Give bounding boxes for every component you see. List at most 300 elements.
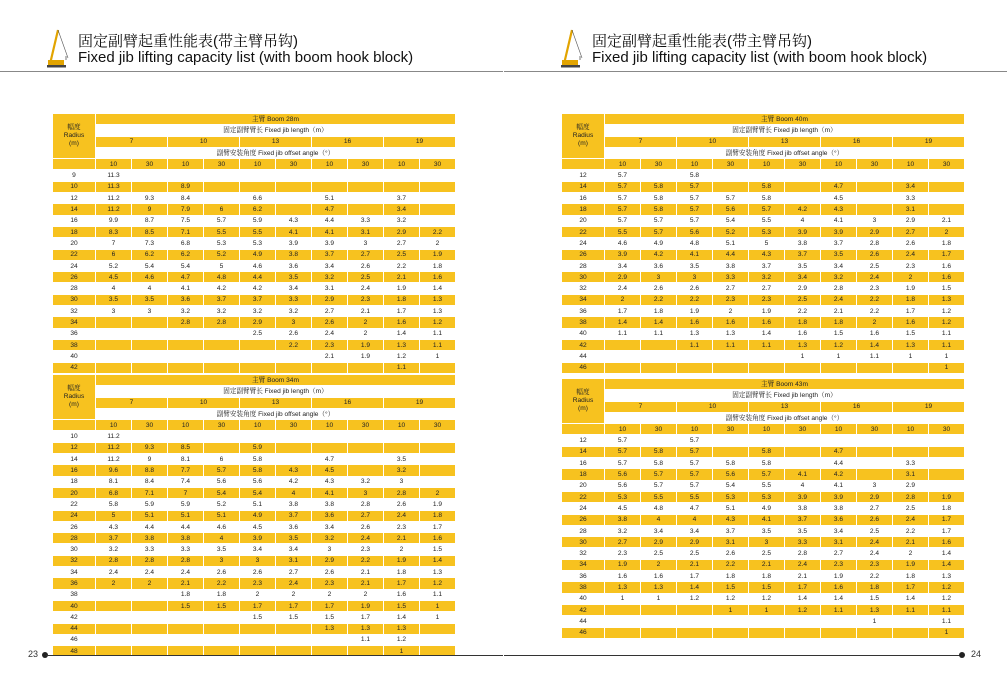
capacity-cell: 5.8: [641, 204, 677, 215]
capacity-cell: 1.8: [641, 306, 677, 317]
capacity-cell: [641, 616, 677, 627]
capacity-cell: 3.2: [605, 525, 641, 536]
capacity-cell: 2.5: [857, 260, 893, 271]
capacity-cell: 1.1: [929, 604, 965, 615]
capacity-cell: 3.7: [384, 193, 420, 204]
table-row: [53, 465, 456, 476]
capacity-cell: 1.1: [641, 328, 677, 339]
offset-angle-label: 副臂安装角度 Fixed jib offset angle（°）: [605, 412, 965, 423]
table-row: [53, 476, 456, 487]
jib-length-values-row: [562, 401, 965, 412]
capacity-cell: [96, 328, 132, 339]
table-row: [53, 306, 456, 317]
capacity-cell: 2.9: [240, 317, 276, 328]
offset-angle-value: 10: [384, 159, 420, 170]
capacity-cell: 2.3: [348, 544, 384, 555]
table-row: [562, 249, 965, 260]
capacity-cell: 1.2: [713, 593, 749, 604]
capacity-cell: 3.7: [749, 260, 785, 271]
capacity-cell: 2.4: [384, 510, 420, 521]
capacity-cell: 2.3: [348, 294, 384, 305]
capacity-cell: 4.7: [677, 503, 713, 514]
capacity-cell: 3: [857, 480, 893, 491]
capacity-cell: 3: [204, 555, 240, 566]
capacity-cell: 5.7: [641, 215, 677, 226]
capacity-cell: 1.3: [312, 623, 348, 634]
capacity-cell: 9: [132, 454, 168, 465]
capacity-cell: 3.9: [821, 226, 857, 237]
capacity-cell: 2.3: [857, 559, 893, 570]
capacity-cell: 3.8: [785, 238, 821, 249]
capacity-cell: [204, 339, 240, 350]
capacity-cell: 4.1: [312, 226, 348, 237]
table-row: [562, 215, 965, 226]
capacity-cell: 4.1: [749, 514, 785, 525]
capacity-cell: [240, 170, 276, 181]
table-row: [53, 283, 456, 294]
capacity-cell: 3: [677, 272, 713, 283]
radius-cell: 24: [53, 260, 96, 271]
capacity-cell: 2.9: [605, 272, 641, 283]
capacity-cell: 3.8: [276, 499, 312, 510]
capacity-cell: 2: [312, 589, 348, 600]
radius-cell: 26: [562, 249, 605, 260]
capacity-cell: 2: [893, 548, 929, 559]
capacity-cell: 3.7: [821, 238, 857, 249]
capacity-cell: 1.7: [276, 600, 312, 611]
capacity-cell: 1.6: [641, 571, 677, 582]
capacity-cell: [857, 170, 893, 181]
radius-cell: 42: [562, 339, 605, 350]
capacity-cell: 5.6: [240, 476, 276, 487]
capacity-cell: [605, 604, 641, 615]
capacity-cell: 3.4: [276, 283, 312, 294]
capacity-cell: 11.2: [96, 204, 132, 215]
capacity-cell: 3.3: [713, 272, 749, 283]
boom-header-row: [562, 114, 965, 125]
capacity-cell: 5.9: [132, 499, 168, 510]
capacity-cell: 3.8: [276, 249, 312, 260]
radius-cell: 48: [53, 646, 96, 657]
capacity-cell: 2: [420, 487, 456, 498]
capacity-cell: [713, 181, 749, 192]
capacity-cell: 1.1: [929, 328, 965, 339]
radius-cell: 30: [562, 537, 605, 548]
radius-cell: 36: [562, 571, 605, 582]
radius-cell: 16: [562, 458, 605, 469]
footer-dot: [959, 652, 965, 658]
capacity-cell: 5.1: [713, 238, 749, 249]
capacity-cell: 1.2: [420, 578, 456, 589]
capacity-cell: 2.5: [641, 548, 677, 559]
capacity-cell: 4.1: [312, 487, 348, 498]
capacity-cell: 2: [348, 317, 384, 328]
capacity-cell: 5.5: [240, 226, 276, 237]
capacity-cell: 2: [240, 589, 276, 600]
capacity-cell: 2.9: [857, 226, 893, 237]
table-row: [53, 249, 456, 260]
capacity-cell: 5.8: [641, 458, 677, 469]
capacity-cell: [641, 604, 677, 615]
capacity-cell: 1.6: [821, 582, 857, 593]
offset-angle-label: 副臂安装角度 Fixed jib offset angle（°）: [605, 147, 965, 158]
capacity-cell: 3.7: [204, 294, 240, 305]
capacity-cell: 6.8: [96, 487, 132, 498]
capacity-cell: 2.4: [821, 294, 857, 305]
capacity-cell: 5: [204, 260, 240, 271]
capacity-cell: 1.8: [893, 571, 929, 582]
capacity-cell: 2.8: [168, 555, 204, 566]
capacity-cell: 4.6: [204, 521, 240, 532]
radius-cell: 12: [562, 170, 605, 181]
capacity-cell: 3.2: [749, 272, 785, 283]
capacity-cell: 1.5: [893, 328, 929, 339]
jib-length-row: [562, 125, 965, 136]
jib-length-value: 16: [312, 136, 384, 147]
capacity-cell: 1.4: [749, 328, 785, 339]
capacity-cell: [420, 476, 456, 487]
capacity-cell: [821, 435, 857, 446]
capacity-cell: 1.7: [384, 306, 420, 317]
radius-cell: 10: [53, 431, 96, 442]
capacity-cell: [132, 181, 168, 192]
table-row: [562, 571, 965, 582]
capacity-cell: 2: [929, 226, 965, 237]
title-chinese: 固定副臂起重性能表(带主臂吊钩): [78, 33, 298, 50]
offset-angle-value: 10: [240, 420, 276, 431]
radius-cell: 42: [562, 604, 605, 615]
radius-cell: 40: [562, 593, 605, 604]
capacity-cell: 1.9: [677, 306, 713, 317]
offset-angle-value: 10: [384, 420, 420, 431]
capacity-cell: 5.7: [641, 480, 677, 491]
offset-angle-value: 10: [96, 159, 132, 170]
capacity-cell: 4: [204, 533, 240, 544]
capacity-cell: 4.6: [605, 238, 641, 249]
capacity-cell: 1.6: [677, 317, 713, 328]
capacity-cell: [605, 616, 641, 627]
radius-cell: 30: [562, 272, 605, 283]
capacity-cell: 3.8: [713, 260, 749, 271]
capacity-cell: 5.4: [168, 260, 204, 271]
capacity-cell: [240, 351, 276, 362]
capacity-cell: 2: [713, 306, 749, 317]
capacity-cell: [420, 362, 456, 373]
offset-angle-value: 10: [821, 424, 857, 435]
capacity-cell: 2.4: [348, 533, 384, 544]
capacity-cell: [240, 623, 276, 634]
capacity-cell: 3.9: [276, 238, 312, 249]
radius-cell: 14: [562, 181, 605, 192]
capacity-cell: [348, 454, 384, 465]
offset-angle-value: 10: [168, 159, 204, 170]
table-row: [562, 458, 965, 469]
capacity-cell: 1.4: [821, 593, 857, 604]
capacity-cell: 3.7: [785, 249, 821, 260]
radius-cell: 38: [53, 589, 96, 600]
capacity-cell: 5.8: [96, 499, 132, 510]
capacity-cell: 8.3: [96, 226, 132, 237]
capacity-cell: [929, 204, 965, 215]
capacity-cell: 1.1: [749, 339, 785, 350]
header-rule: [504, 71, 1007, 72]
capacity-cell: [240, 634, 276, 645]
capacity-cell: [713, 362, 749, 373]
capacity-cell: [420, 431, 456, 442]
table-row: [53, 521, 456, 532]
radius-cell: 30: [53, 544, 96, 555]
capacity-cell: 4.7: [821, 446, 857, 457]
capacity-cell: 5.7: [749, 204, 785, 215]
capacity-cell: 1.2: [420, 317, 456, 328]
capacity-cell: [677, 627, 713, 638]
capacity-cell: 1.1: [384, 362, 420, 373]
boom-length-label: 主臂 Boom 28m: [96, 114, 456, 125]
capacity-cell: 1.9: [348, 351, 384, 362]
capacity-cell: 1: [749, 604, 785, 615]
capacity-cell: 5.8: [641, 446, 677, 457]
table-row: [562, 593, 965, 604]
table-row: [562, 582, 965, 593]
table-row: [53, 181, 456, 192]
capacity-cell: 2.2: [857, 294, 893, 305]
capacity-cell: 7.1: [168, 226, 204, 237]
capacity-cell: 2.5: [348, 272, 384, 283]
capacity-cell: [276, 454, 312, 465]
capacity-cell: 5.7: [749, 469, 785, 480]
radius-cell: 38: [53, 339, 96, 350]
capacity-cell: 2.6: [713, 548, 749, 559]
capacity-cell: [420, 623, 456, 634]
capacity-cell: [893, 446, 929, 457]
table-row: [53, 454, 456, 465]
radius-header: [53, 375, 96, 420]
radius-cell: 12: [53, 442, 96, 453]
table-row: [53, 612, 456, 623]
capacity-cell: 7.3: [132, 238, 168, 249]
capacity-cell: 5.5: [749, 215, 785, 226]
capacity-cell: 4: [785, 480, 821, 491]
capacity-cell: 1.5: [857, 593, 893, 604]
capacity-cell: 1.4: [420, 283, 456, 294]
capacity-cell: 1: [641, 593, 677, 604]
capacity-cell: 4.6: [240, 260, 276, 271]
capacity-cell: 11.2: [96, 193, 132, 204]
capacity-cell: 1.8: [168, 589, 204, 600]
capacity-cell: [132, 600, 168, 611]
capacity-cell: [168, 431, 204, 442]
radius-cell: 40: [53, 351, 96, 362]
capacity-cell: 3.5: [785, 260, 821, 271]
jib-length-value: 16: [312, 397, 384, 408]
offset-angle-value: 30: [204, 159, 240, 170]
jib-length-value: 7: [96, 136, 168, 147]
capacity-cell: 2.8: [132, 555, 168, 566]
capacity-cell: [132, 328, 168, 339]
capacity-cell: [384, 431, 420, 442]
capacity-cell: [821, 616, 857, 627]
capacity-cell: 1.7: [893, 306, 929, 317]
capacity-cell: 7: [168, 487, 204, 498]
capacity-cell: 4.8: [204, 272, 240, 283]
capacity-cell: [384, 442, 420, 453]
capacity-cell: [929, 435, 965, 446]
capacity-cell: 2.8: [168, 317, 204, 328]
capacity-cell: 5.9: [240, 442, 276, 453]
capacity-cell: 2: [132, 578, 168, 589]
offset-angle-value: 30: [713, 159, 749, 170]
capacity-cell: 4.4: [168, 521, 204, 532]
capacity-cell: 5.7: [605, 215, 641, 226]
capacity-cell: 5.3: [240, 238, 276, 249]
capacity-cell: 6: [96, 249, 132, 260]
capacity-cell: 1: [420, 612, 456, 623]
capacity-cell: 3.4: [384, 204, 420, 215]
table-row: [562, 328, 965, 339]
capacity-cell: 1.9: [384, 555, 420, 566]
table-row: [53, 623, 456, 634]
capacity-cell: 9.3: [132, 442, 168, 453]
capacity-cell: 1.8: [420, 260, 456, 271]
capacity-cell: 2.2: [276, 339, 312, 350]
capacity-cell: 2.2: [641, 294, 677, 305]
capacity-cell: 2.7: [312, 306, 348, 317]
capacity-cell: [785, 362, 821, 373]
capacity-cell: 2.8: [348, 499, 384, 510]
table-row: [562, 491, 965, 502]
offset-angle-row: [562, 412, 965, 423]
capacity-cell: 1.5: [384, 600, 420, 611]
capacity-cell: 4: [96, 283, 132, 294]
capacity-cell: 2.2: [677, 294, 713, 305]
offset-angle-value: 30: [929, 159, 965, 170]
radius-cn: 幅度: [576, 124, 590, 132]
table-row: [53, 226, 456, 237]
radius-cell: 28: [562, 260, 605, 271]
capacity-cell: 3.3: [132, 544, 168, 555]
capacity-cell: 5.8: [677, 170, 713, 181]
capacity-cell: 1.6: [929, 272, 965, 283]
capacity-cell: 4.1: [168, 283, 204, 294]
radius-cell: 34: [562, 559, 605, 570]
capacity-cell: 5.2: [204, 249, 240, 260]
capacity-cell: 2.6: [276, 328, 312, 339]
radius-cell: 20: [53, 238, 96, 249]
capacity-cell: 4.7: [312, 204, 348, 215]
capacity-cell: 3.9: [785, 226, 821, 237]
offset-angle-value: 10: [312, 420, 348, 431]
capacity-cell: [605, 627, 641, 638]
radius-cell: 44: [562, 351, 605, 362]
capacity-cell: [420, 465, 456, 476]
capacity-cell: 1: [929, 627, 965, 638]
table-row: [562, 503, 965, 514]
capacity-cell: 4.2: [276, 476, 312, 487]
offset-angle-value: 10: [677, 159, 713, 170]
capacity-cell: 4.5: [605, 503, 641, 514]
capacity-cell: 5.4: [132, 260, 168, 271]
capacity-cell: 6.2: [168, 249, 204, 260]
capacity-cell: [420, 170, 456, 181]
capacity-cell: 1.2: [929, 317, 965, 328]
capacity-cell: 1.7: [312, 600, 348, 611]
capacity-cell: [204, 362, 240, 373]
capacity-cell: 2.4: [168, 567, 204, 578]
capacity-cell: 2.9: [677, 537, 713, 548]
capacity-cell: 1.5: [276, 612, 312, 623]
jib-length-value: 19: [893, 401, 965, 412]
capacity-cell: 8.5: [132, 226, 168, 237]
capacity-cell: 4.7: [312, 454, 348, 465]
capacity-cell: 1.9: [893, 559, 929, 570]
capacity-cell: 1.6: [929, 260, 965, 271]
capacity-cell: [204, 431, 240, 442]
capacity-cell: 1.3: [420, 567, 456, 578]
table-row: [562, 616, 965, 627]
capacity-cell: 6: [204, 454, 240, 465]
jib-length-value: 10: [168, 136, 240, 147]
capacity-cell: 1.3: [713, 328, 749, 339]
capacity-cell: 5.7: [677, 181, 713, 192]
capacity-cell: 2.4: [312, 328, 348, 339]
capacity-cell: 1: [929, 362, 965, 373]
capacity-cell: 3.5: [204, 544, 240, 555]
capacity-cell: 5.9: [168, 499, 204, 510]
capacity-cell: 2.4: [348, 283, 384, 294]
capacity-cell: 4.5: [96, 272, 132, 283]
capacity-cell: 8.9: [168, 181, 204, 192]
capacity-cell: 2.1: [821, 306, 857, 317]
radius-header: [562, 379, 605, 424]
capacity-cell: 3.6: [641, 260, 677, 271]
table-row: [562, 362, 965, 373]
capacity-cell: 1.4: [677, 582, 713, 593]
capacity-cell: 1.2: [929, 593, 965, 604]
capacity-cell: 1.3: [605, 582, 641, 593]
table-row: [562, 238, 965, 249]
radius-en: Radius: [572, 132, 594, 140]
capacity-cell: 2.5: [384, 249, 420, 260]
capacity-cell: 3.7: [276, 510, 312, 521]
capacity-cell: [132, 589, 168, 600]
capacity-cell: 1.7: [384, 578, 420, 589]
jib-length-value: 7: [605, 401, 677, 412]
capacity-cell: 2: [348, 328, 384, 339]
capacity-cell: 7: [96, 238, 132, 249]
title-english: Fixed jib lifting capacity list (with boom hook block): [78, 49, 414, 66]
radius-cell: 40: [562, 328, 605, 339]
capacity-cell: 1.4: [605, 317, 641, 328]
capacity-cell: 4: [677, 514, 713, 525]
capacity-cell: 4.1: [821, 480, 857, 491]
jib-length-value: 19: [893, 136, 965, 147]
capacity-cell: [96, 612, 132, 623]
table-row: [562, 469, 965, 480]
table-row: [53, 589, 456, 600]
capacity-cell: 1.7: [929, 249, 965, 260]
jib-length-row: [53, 386, 456, 397]
jib-length-row: [562, 390, 965, 401]
table-row: [53, 260, 456, 271]
capacity-cell: 5.7: [713, 193, 749, 204]
capacity-cell: 1.2: [384, 634, 420, 645]
capacity-cell: 2.7: [348, 510, 384, 521]
capacity-cell: [276, 181, 312, 192]
capacity-table-boom-34m: [52, 374, 456, 657]
boom-length-label: 主臂 Boom 34m: [96, 375, 456, 386]
table-row: [53, 600, 456, 611]
jib-length-value: 16: [821, 136, 893, 147]
